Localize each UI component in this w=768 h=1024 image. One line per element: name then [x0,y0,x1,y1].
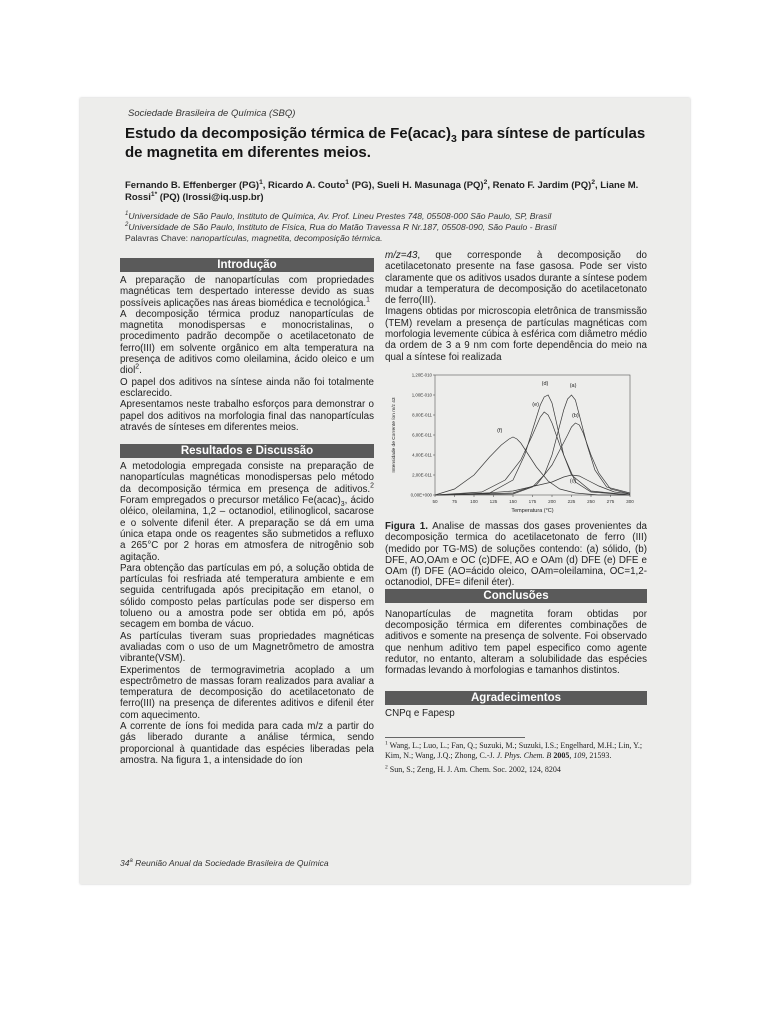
y-tick-label: 8,00E-011 [412,412,432,418]
figure-1 [385,367,647,517]
paragraph: Para obtenção das partículas em pó, a solução obtida de partículas foi resfriada até temperatura ambiente e em seguida centrifugada após precipitação em etanol, o sólido composto pelas partículas pode ser disperso em tolueno ou a amostra pode ser obtida em pó, após secagem em bomba de vácuo. [120,562,374,631]
affiliation-mark: 1 [345,178,349,186]
reference-number: 1 [385,740,388,747]
affiliations [125,211,645,244]
paragraph [120,275,374,309]
affiliation-mark: 2 [591,178,596,186]
author-contact: (PQ) (lrossi@iq.usp.br) [157,192,264,203]
section-heading-agradecimentos: Agradecimentos [385,691,647,705]
reference-1 [385,741,647,762]
x-tick-label: 100 [470,498,478,504]
text: A preparação de nanopartículas com propriedades magnéticas tem despertado interesse devido as suas possíveis aplicações nas áreas biomédica e tecnológica. [120,275,374,309]
y-axis-label: Intensidade de Corrente Íon m/z 43 [392,397,397,473]
caption-text: Analise de massas dos gases provenientes da decomposição termica do acetilacetonato de ferro (III) (medido por TG-MS) de soluções contendo: (a) sólido, (b) DFE, AO,OAm e OC (c)DFE, AO e OAm (d) DFE (e) DFE e OAm (f) DFE (AO=ácido oleico, OAm=oleilamina, OC=1,2-octanodiol, DFE= difenil éter). [385,520,647,589]
affiliation-mark: 1 [125,211,129,218]
text: Foram empregados o precursor metálico Fe(acac) [120,495,341,507]
section-heading-resultados: Resultados e Discussão [120,444,374,458]
series-line [435,412,630,495]
series-label: (c) [569,478,577,485]
references [385,741,647,776]
reference-2 [385,765,647,776]
citation-mark: 1 [366,296,370,304]
paper-page [80,98,690,884]
x-tick-label: 200 [548,498,556,504]
paragraph: O papel dos aditivos na síntese ainda não foi totalmente esclarecido. [120,376,374,399]
series-label: (e) [532,401,539,408]
acknowledgements: CNPq e Fapesp [385,707,455,719]
subscript: 3 [340,501,345,508]
x-axis-label: Temperatura (°C) [511,507,554,514]
citation-mark: 2 [370,482,374,490]
text: Sun, S.; Zeng, H. J. Am. Chem. Soc. 2002, 124, 8204 [387,764,561,774]
y-tick-label: 1,00E-010 [411,392,432,398]
reference-number: 2 [385,764,388,771]
affiliation-2 [125,222,645,233]
paragraph: Experimentos de termogravimetria acoplado a um espectrômetro de massas foram realizados para avaliar a temperatura de decomposição do acetilacetonato de ferro(III) na presença de diferentes aditivos e difenil éter com aquecimento. [120,664,374,721]
paper-title [125,124,650,162]
paragraph: As partículas tiveram suas propriedades magnéticas avaliadas com o uso de um Magnetrômetro de amostra vibrante(VSM). [120,630,374,665]
year: 2005 [551,751,570,761]
paragraph: Imagens obtidas por microscopia eletrônica de transmissão (TEM) revelam a presença de partículas magnéticas com morfologia levemente cúbica à esférica com diâmetro médio da ordem de 3 a 9 nm com forte dependência do meio na qual a síntese foi realizada [385,306,647,363]
text: , ácido oléico, oleilamina, 1,2 – octanodiol, etilinoglicol, sacarose e o solvente difenil éter. A preparação se dá em uma única etapa onde os reagentes são submetidos a refluxo a 265°C por 2 horas em atmosfera de nitrogênio sob agitação. [120,495,374,563]
text: , que corresponde à decomposição do acetilacetonato presente na fase gasosa. Pode ser visto claramente que os aditivos usados durante a síntese podem mudar a temperatura de decomposição do acetilacetonato de ferro(III). [385,250,647,307]
affiliation-text: Universidade de São Paulo, Instituto de Física, Rua do Matão Travessa R Nr.187, 05508-090, São Paulo - Brasil [128,222,557,232]
right-column [385,250,647,778]
author: , Liane M. Rossi [125,180,639,203]
journal: J. Phys. Chem. B [496,751,552,761]
text: A metodologia empregada consiste na preparação de nanopartículas magnéticas monodispersas pelo método da decomposição térmica em presença de aditivos. [120,461,374,495]
author: , Renato F. Jardim (PQ) [487,180,592,191]
y-tick-label: 4,00E-011 [412,452,432,458]
affiliation-mark: 1* [150,190,158,198]
x-tick-label: 225 [567,498,576,504]
x-tick-label: 250 [587,498,595,504]
paragraph: Nanopartículas de magnetita foram obtidas por decomposição térmica em diferentes combinações de aditivos e somente na presença de solvente. Foi observado que nenhum aditivo tem papel especifico como agente redutor, no entanto, alteram a solubilidade das espécies formadas levando à morfologias e tamanhos distintos. [385,608,647,677]
x-tick-label: 125 [489,498,498,504]
paragraph [120,309,374,377]
title-part: para síntese de partículas de magnetita em diferentes meios. [125,125,646,161]
text: . [139,365,142,377]
affiliation-mark: 2 [483,178,488,186]
text: 34 [120,858,130,868]
author: Fernando B. Effenberger (PG) [125,180,260,191]
keywords-text: nanopartículas, magnetita, decomposição térmica. [190,233,383,243]
series-label: (b) [572,412,579,419]
series-label: (a) [569,382,577,389]
paragraph [120,461,374,563]
volume: , 109 [569,751,586,761]
text: A decomposição térmica produz nanopartículas de magnetita monodispersas e monocristalinas, o procedimento padrão decompõe o acetilacetonato de ferro(III) em solvente orgânico em alta temperatura na presença de aditivos como oleilamina, ácido oleico e um diol [120,308,374,377]
paragraph: A corrente de íons foi medida para cada m/z a partir do gás liberado durante a análise térmica, sendo proporcional à quantidade das espécies liberadas pela amostra. Na figura 1, a intensidade do íon [120,720,374,766]
society-header: Sociedade Brasileira de Química (SBQ) [128,108,296,119]
section-heading-introducao: Introdução [120,258,374,272]
author: , Ricardo A. Couto [262,180,346,191]
paragraph: Apresentamos neste trabalho esforços para demonstrar o papel dos aditivos na morfologia final das nanopartículas através de sínteses em diferentes meios. [120,399,374,433]
author: (PG), Sueli H. Masunaga (PQ) [349,180,484,191]
series-line [435,395,630,495]
x-tick-label: 50 [432,498,438,504]
keywords [125,233,645,244]
x-tick-label: 75 [451,498,458,504]
x-tick-label: 300 [626,498,634,504]
caption-label: Figura 1. [385,520,428,532]
superscript: a [129,858,133,865]
series-line [435,395,630,495]
x-tick-label: 150 [509,498,517,504]
figure-caption [385,521,647,589]
series-line [435,423,630,495]
series-label: (d) [541,380,549,387]
y-tick-label: 1,20E-010 [411,372,432,378]
keywords-label: Palavras Chave: [125,233,191,243]
text: m/z=43 [385,250,418,261]
affiliation-text: Universidade de São Paulo, Instituto de Química, Av. Prof. Lineu Prestes 748, 05508-000 São Paulo, SP, Brasil [128,211,552,221]
y-tick-label: 0,00E+000 [410,492,432,498]
title-subscript: 3 [450,133,457,145]
mass-spec-chart [385,367,647,517]
paragraph [385,250,647,306]
x-tick-label: 275 [606,498,615,504]
pages: , 21593. [585,751,612,761]
affiliation-mark: 2 [125,222,129,229]
author-list [125,180,655,204]
title-part: Estudo da decomposição térmica de Fe(acac) [125,125,451,142]
y-tick-label: 6,00E-011 [412,432,432,438]
y-tick-label: 2,00E-011 [412,472,432,478]
left-column [120,258,374,766]
text: Wang, L.; Luo, L.; Fan, Q.; Suzuki, M.; Suzuki, I.S.; Engelhard, M.H.; Lin, Y.; Kim, N.; Wang, J.Q.; Zhong, C.-J. [385,740,643,761]
page-footer [120,858,329,868]
x-tick-label: 175 [528,498,537,504]
affiliation-mark: 1 [259,178,263,186]
series-label: (f) [497,427,503,434]
text: Reunião Anual da Sociedade Brasileira de Química [132,858,329,868]
affiliation-1 [125,211,645,222]
section-heading-conclusoes: Conclusões [385,589,647,603]
citation-mark: 2 [135,364,140,372]
